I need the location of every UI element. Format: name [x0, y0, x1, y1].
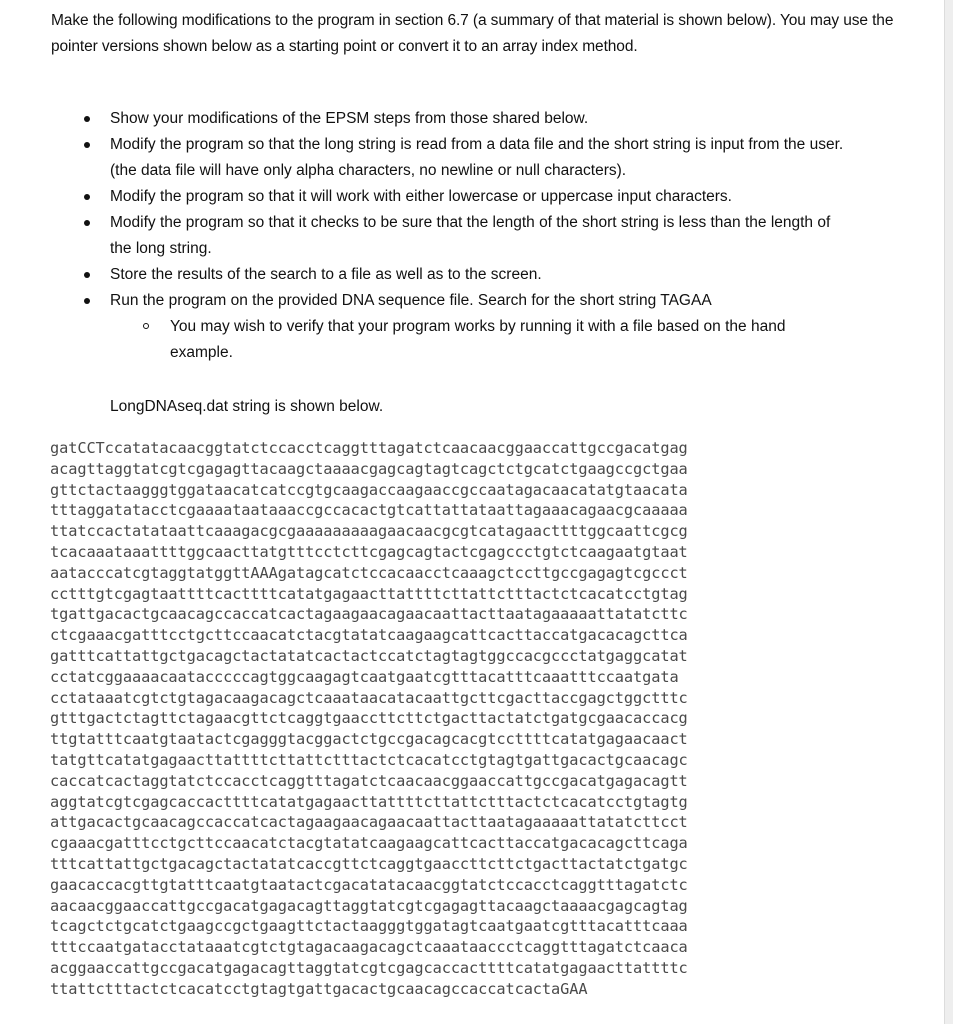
sequence-line: ttgtatttcaatgtaatactcgagggtacggactctgccgacagcacgtccttttcatatgagaacaact: [50, 730, 688, 749]
sequence-line: tttccaatgatacctataaatcgtctgtagacaagacagctcaaataaccctcaggtttagatctcaaca: [50, 938, 688, 957]
task-item: Run the program on the provided DNA sequence file. Search for the short string TAGAA You may wish to verify that your program works by running it with a file based on the hand example.: [51, 288, 851, 366]
document-page: [50, 8, 911, 998]
bullet-icon: [84, 272, 90, 278]
bullet-icon: [84, 298, 90, 304]
sequence-line: ctcgaaacgatttcctgcttccaacatctacgtatatcaagaagcattcacttaccatgacacagcttca: [50, 626, 688, 645]
sequence-line: tcacaaataaattttggcaacttatgtttcctcttcgagcagtactcgagccctgtctcaagaatgtaat: [50, 542, 688, 561]
sequence-line: caccatcactaggtatctccacctcaggtttagatctcaacaacggaaccattgccgacatgagacagtt: [50, 771, 688, 790]
task-item: Modify the program so that it will work with either lowercase or uppercase input characters.: [51, 184, 851, 210]
circle-bullet-icon: [143, 323, 149, 329]
sequence-line: acagttaggtatcgtcgagagttacaagctaaaacgagcagtagtcagctctgcatctgaagccgctgaa: [50, 459, 688, 478]
sequence-line: ttattctttactctcacatcctgtagtgattgacactgcaacagccaccatcactaGAA: [50, 979, 588, 998]
sequence-line: aggtatcgtcgagcaccacttttcatatgagaacttattttcttattctttactctcacatcctgtagtg: [50, 792, 688, 811]
task-item: Store the results of the search to a file as well as to the screen.: [51, 262, 851, 288]
sequence-line: gttctactaagggtggataacatcatccgtgcaagaccaagaaccgccaatagacaacatatgtaacata: [50, 480, 688, 499]
bullet-icon: [84, 220, 90, 226]
sequence-line: cctatcggaaaacaatacccccagtggcaagagtcaatgaatcgtttacatttcaaatttccaatgata: [50, 667, 679, 686]
sequence-line: tcagctctgcatctgaagccgctgaagttctactaagggtggatagtcaatgaatcgtttacatttcaaa: [50, 917, 688, 936]
subtask-list: [110, 314, 851, 366]
sequence-line: tgattgacactgcaacagccaccatcactagaagaacagaacaattacttaatagaaaaattatatcttc: [50, 605, 688, 624]
sequence-line: cctataaatcgtctgtagacaagacagctcaaataacatacaattgcttcgacttaccgagctggctttc: [50, 688, 688, 707]
task-item: Modify the program so that it checks to be sure that the length of the short string is less than the length of the long string.: [51, 210, 851, 262]
task-item: Modify the program so that the long string is read from a data file and the short string is input from the user. (the data file will have only alpha characters, no newline or null characters).: [51, 132, 851, 184]
bullet-icon: [84, 142, 90, 148]
task-item: Show your modifications of the EPSM steps from those shared below.: [51, 106, 851, 132]
sequence-line: attgacactgcaacagccaccatcactagaagaacagaacaattacttaatagaaaaattatatcttcct: [50, 813, 688, 832]
sequence-line: aatacccatcgtaggtatggttAAAgatagcatctccacaacctcaaagctccttgccgagagtcgccct: [50, 563, 688, 582]
scrollbar-track[interactable]: [944, 0, 953, 1024]
sequence-line: aacaacggaaccattgccgacatgagacagttaggtatcgtcgagagttacaagctaaaacgagcagtag: [50, 896, 688, 915]
sequence-line: cctttgtcgagtaattttcacttttcatatgagaacttattttcttattctttactctcacatcctgtag: [50, 584, 688, 603]
sequence-line: tatgttcatatgagaacttattttcttattctttactctcacatcctgtagtgattgacactgcaacagc: [50, 750, 688, 769]
sequence-line: tttcattattgctgacagctactatatcaccgttctcaggtgaaccttcttctgacttactatctgatgc: [50, 854, 688, 873]
sequence-line: acggaaccattgccgacatgagacagttaggtatcgtcgagcaccacttttcatatgagaacttattttc: [50, 958, 688, 977]
bullet-icon: [84, 194, 90, 200]
sequence-line: cgaaacgatttcctgcttccaacatctacgtatatcaagaagcattcacttaccatgacacagcttcaga: [50, 834, 688, 853]
subtask-item: You may wish to verify that your program works by running it with a file based on the hand example.: [110, 314, 851, 366]
sequence-line: gatttcattattgctgacagctactatatcactactccatctagtagtggccacgccctatgaggcatat: [50, 646, 688, 665]
task-list: [51, 106, 851, 366]
sequence-line: gatCCTccatatacaacggtatctccacctcaggtttagatctcaacaacggaaccattgccgacatgag: [50, 439, 688, 457]
sequence-line: tttaggatatacctcgaaaataataaaccgccacactgtcattattataattagaaacagaacgcaaaaa: [50, 501, 688, 520]
sequence-label: LongDNAseq.dat string is shown below.: [110, 398, 384, 415]
intro-paragraph: Make the following modifications to the program in section 6.7 (a summary of that material is shown below). You may use the pointer versions shown below as a starting point or convert it to an array index method.: [51, 12, 894, 55]
dna-sequence-block: [50, 438, 688, 1000]
bullet-icon: [84, 116, 90, 122]
sequence-line: ttatccactatataattcaaagacgcgaaaaaaaaagaacaacgcgtcatagaacttttggcaattcgcg: [50, 522, 688, 541]
sequence-line: gtttgactctagttctagaacgttctcaggtgaaccttcttctgacttactatctgatgcgaacaccacg: [50, 709, 688, 728]
sequence-line: gaacaccacgttgtatttcaatgtaatactcgacatatacaacggtatctccacctcaggtttagatctc: [50, 875, 688, 894]
